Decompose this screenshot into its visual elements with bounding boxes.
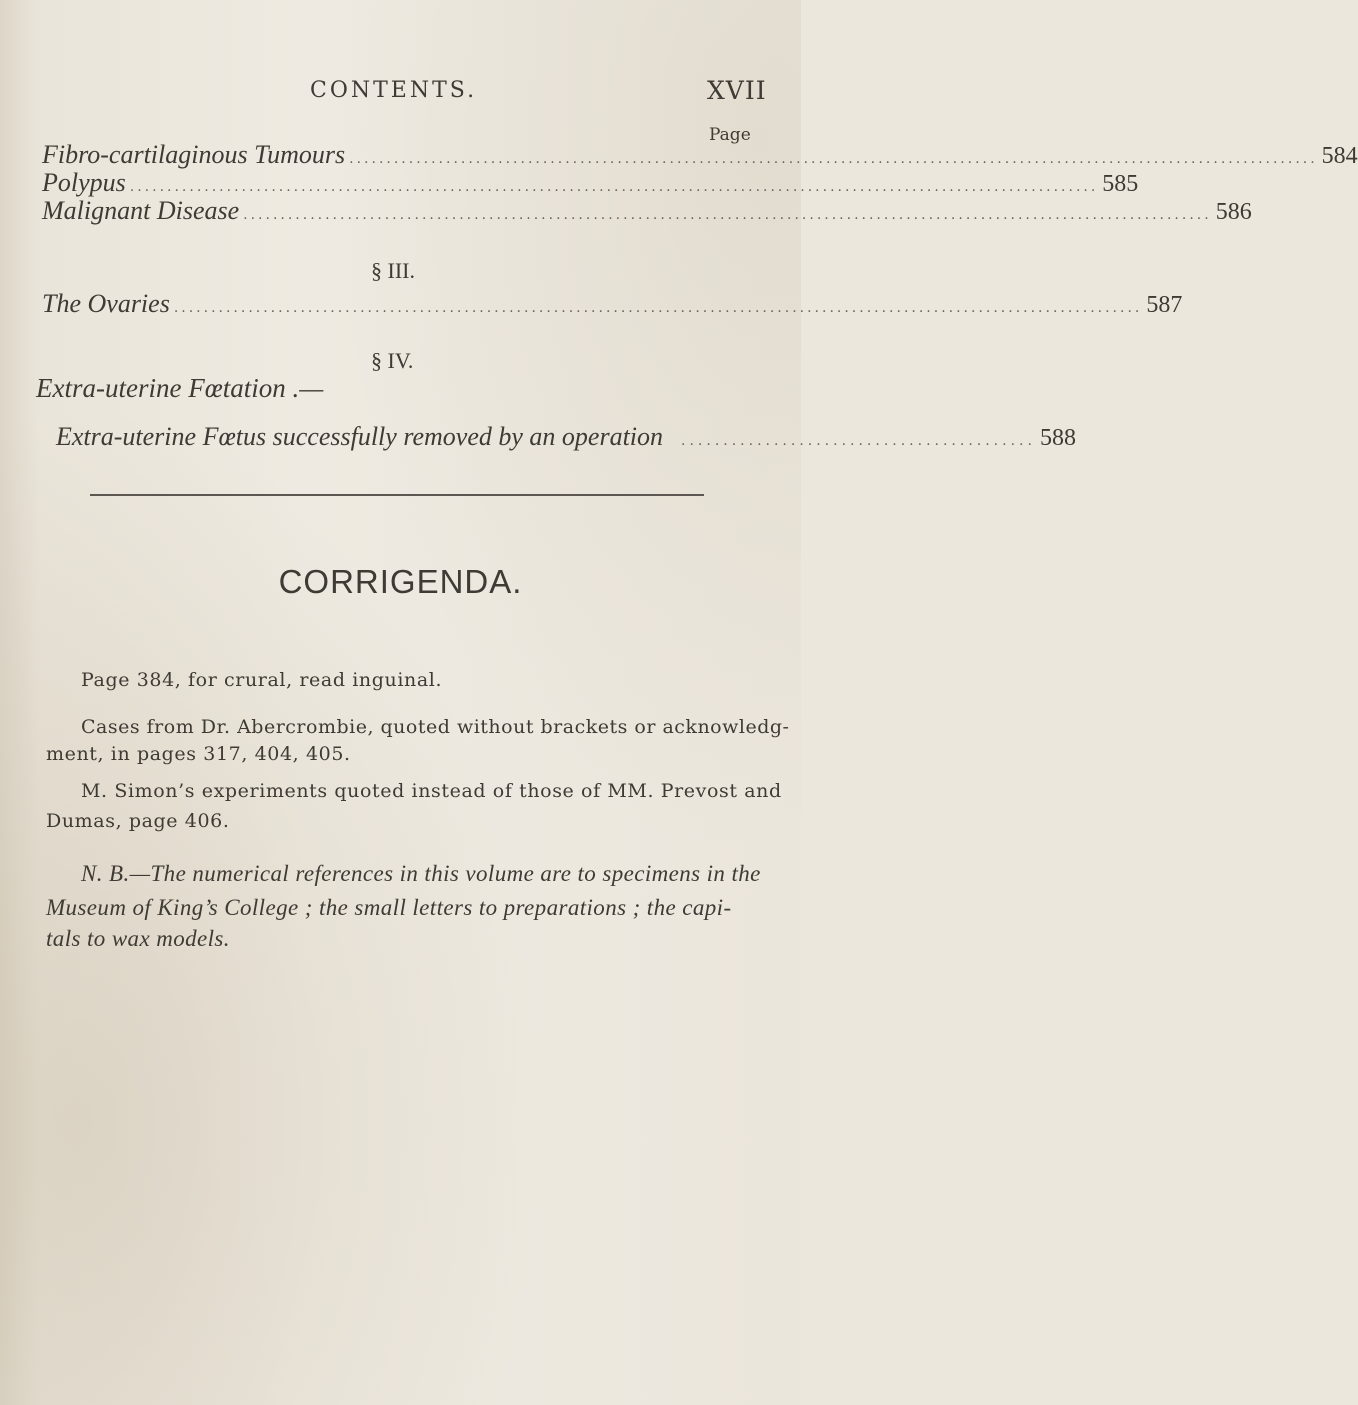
toc-entry xyxy=(42,289,1183,319)
toc-entry-title: Fibro-cartilaginous Tumours xyxy=(42,140,346,169)
note-line: tals to wax models. xyxy=(46,926,230,951)
toc-entry-page: 587 xyxy=(1146,292,1183,318)
running-head: CONTENTS. xyxy=(310,78,478,103)
leader-dots: .................................................................................................................................. xyxy=(129,179,1099,195)
toc-entry xyxy=(42,168,1139,198)
section-heading: § IV. xyxy=(371,348,414,373)
note-line: Museum of King’s College ; the small letters to preparations ; the capi- xyxy=(46,895,732,920)
toc-entry-title: The Ovaries xyxy=(42,289,170,318)
toc-entry-page: 586 xyxy=(1215,199,1252,225)
toc-entry-title: Malignant Disease xyxy=(42,196,240,225)
section-subheading: Extra-uterine Fœtation .— xyxy=(36,373,324,403)
corrigenda-line: ment, in pages 317, 404, 405. xyxy=(46,743,351,765)
leader-dots: .................................................................................................................................. xyxy=(173,300,1143,316)
toc-entry xyxy=(56,422,1076,452)
page-folio: XVII xyxy=(707,76,767,105)
corrigenda-line: Cases from Dr. Abercrombie, quoted without brackets or acknowledg- xyxy=(81,716,790,738)
corrigenda-line: Page 384, for crural, read inguinal. xyxy=(81,669,443,691)
corrigenda-title: CORRIGENDA. xyxy=(278,563,523,600)
corrigenda-line: Dumas, page 406. xyxy=(46,810,230,832)
toc-entry xyxy=(42,140,1358,170)
leader-dots: .................................................................................................................................. xyxy=(243,207,1212,223)
horizontal-rule xyxy=(90,494,704,496)
toc-entry xyxy=(42,196,1252,226)
toc-entry-page: 588 xyxy=(1039,425,1076,451)
leader-dots: .................................................................................................................................. xyxy=(349,151,1318,167)
page-column-label: Page xyxy=(709,125,751,145)
leader-dots: .......................................... xyxy=(681,433,1036,449)
corrigenda-line: M. Simon’s experiments quoted instead of those of MM. Prevost and xyxy=(81,780,782,802)
toc-entry-title: Extra-uterine Fœtus successfully removed by an operation xyxy=(56,422,664,451)
toc-entry-page: 585 xyxy=(1102,171,1139,197)
section-heading: § III. xyxy=(371,258,415,283)
toc-entry-title: Polypus xyxy=(42,168,126,197)
toc-entry-page: 584 xyxy=(1321,143,1358,169)
note-line: N. B.—The numerical references in this volume are to specimens in the xyxy=(81,861,761,886)
